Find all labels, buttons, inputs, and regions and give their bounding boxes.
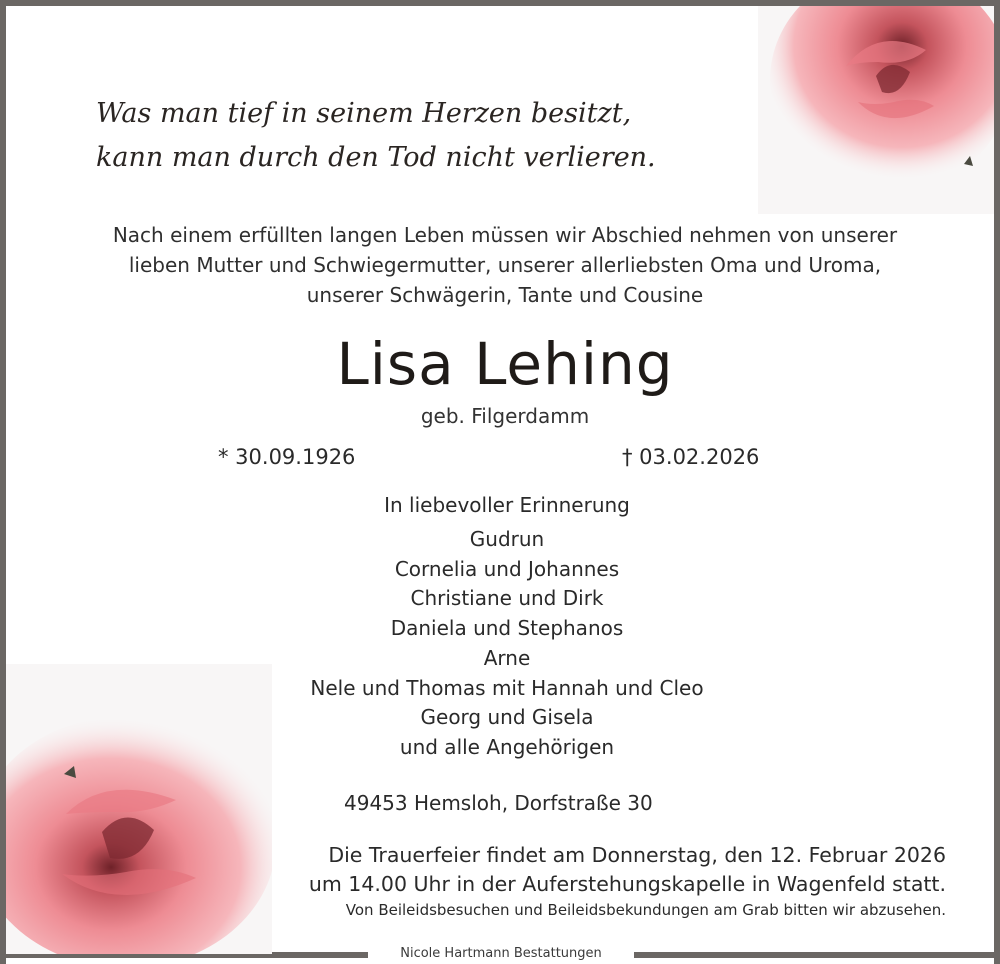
quote-line: Was man tief in seinem Herzen besitzt, (96, 98, 632, 129)
birth-date: * 30.09.1926 (218, 445, 356, 469)
rose-illustration-bottom-left (6, 664, 272, 954)
undertaker-credit: Nicole Hartmann Bestattungen (368, 944, 634, 964)
intro-line: unserer Schwägerin, Tante und Cousine (306, 283, 704, 307)
condolence-note: Von Beileidsbesuchen und Beileidsbekundungen am Grab bitten wir abzusehen. (345, 901, 946, 919)
mourners-heading: In liebevoller Erinnerung (384, 493, 630, 517)
intro-line: lieben Mutter und Schwiegermutter, unserer allerliebsten Oma und Uroma, (128, 253, 882, 277)
rose-icon (758, 6, 994, 214)
funeral-service-info (282, 841, 946, 899)
service-line: Die Trauerfeier findet am Donnerstag, den 12. Februar 2026 (328, 843, 946, 867)
mourner-name: Christiane und Dirk (410, 586, 604, 611)
intro-line: Nach einem erfüllten langen Leben müssen wir Abschied nehmen von unserer (112, 223, 898, 247)
mourner-name: Georg und Gisela (420, 705, 594, 730)
mourner-name: Cornelia und Johannes (394, 556, 620, 581)
mourner-name: Nele und Thomas mit Hannah und Cleo (310, 675, 704, 700)
rose-icon (6, 664, 272, 954)
mourners-list (260, 525, 754, 763)
quote-line: kann man durch den Tod nicht verlieren. (96, 142, 656, 173)
mourner-name: und alle Angehörigen (399, 734, 615, 759)
service-line: um 14.00 Uhr in der Auferstehungskapelle in Wagenfeld statt. (308, 872, 946, 896)
rose-illustration-top-right (758, 6, 994, 214)
family-address: 49453 Hemsloh, Dorfstraße 30 (344, 791, 653, 815)
mourner-name: Arne (483, 645, 531, 670)
border-bottom-right (634, 952, 1000, 958)
birth-name: geb. Filgerdamm (420, 404, 590, 428)
mourner-name: Gudrun (469, 527, 545, 551)
intro-text (60, 220, 950, 310)
death-date: † 03.02.2026 (622, 445, 760, 469)
memorial-quote (96, 92, 716, 180)
mourner-name: Daniela und Stephanos (390, 616, 624, 641)
deceased-name: Lisa Lehing (336, 330, 674, 398)
border-right (994, 0, 1000, 964)
